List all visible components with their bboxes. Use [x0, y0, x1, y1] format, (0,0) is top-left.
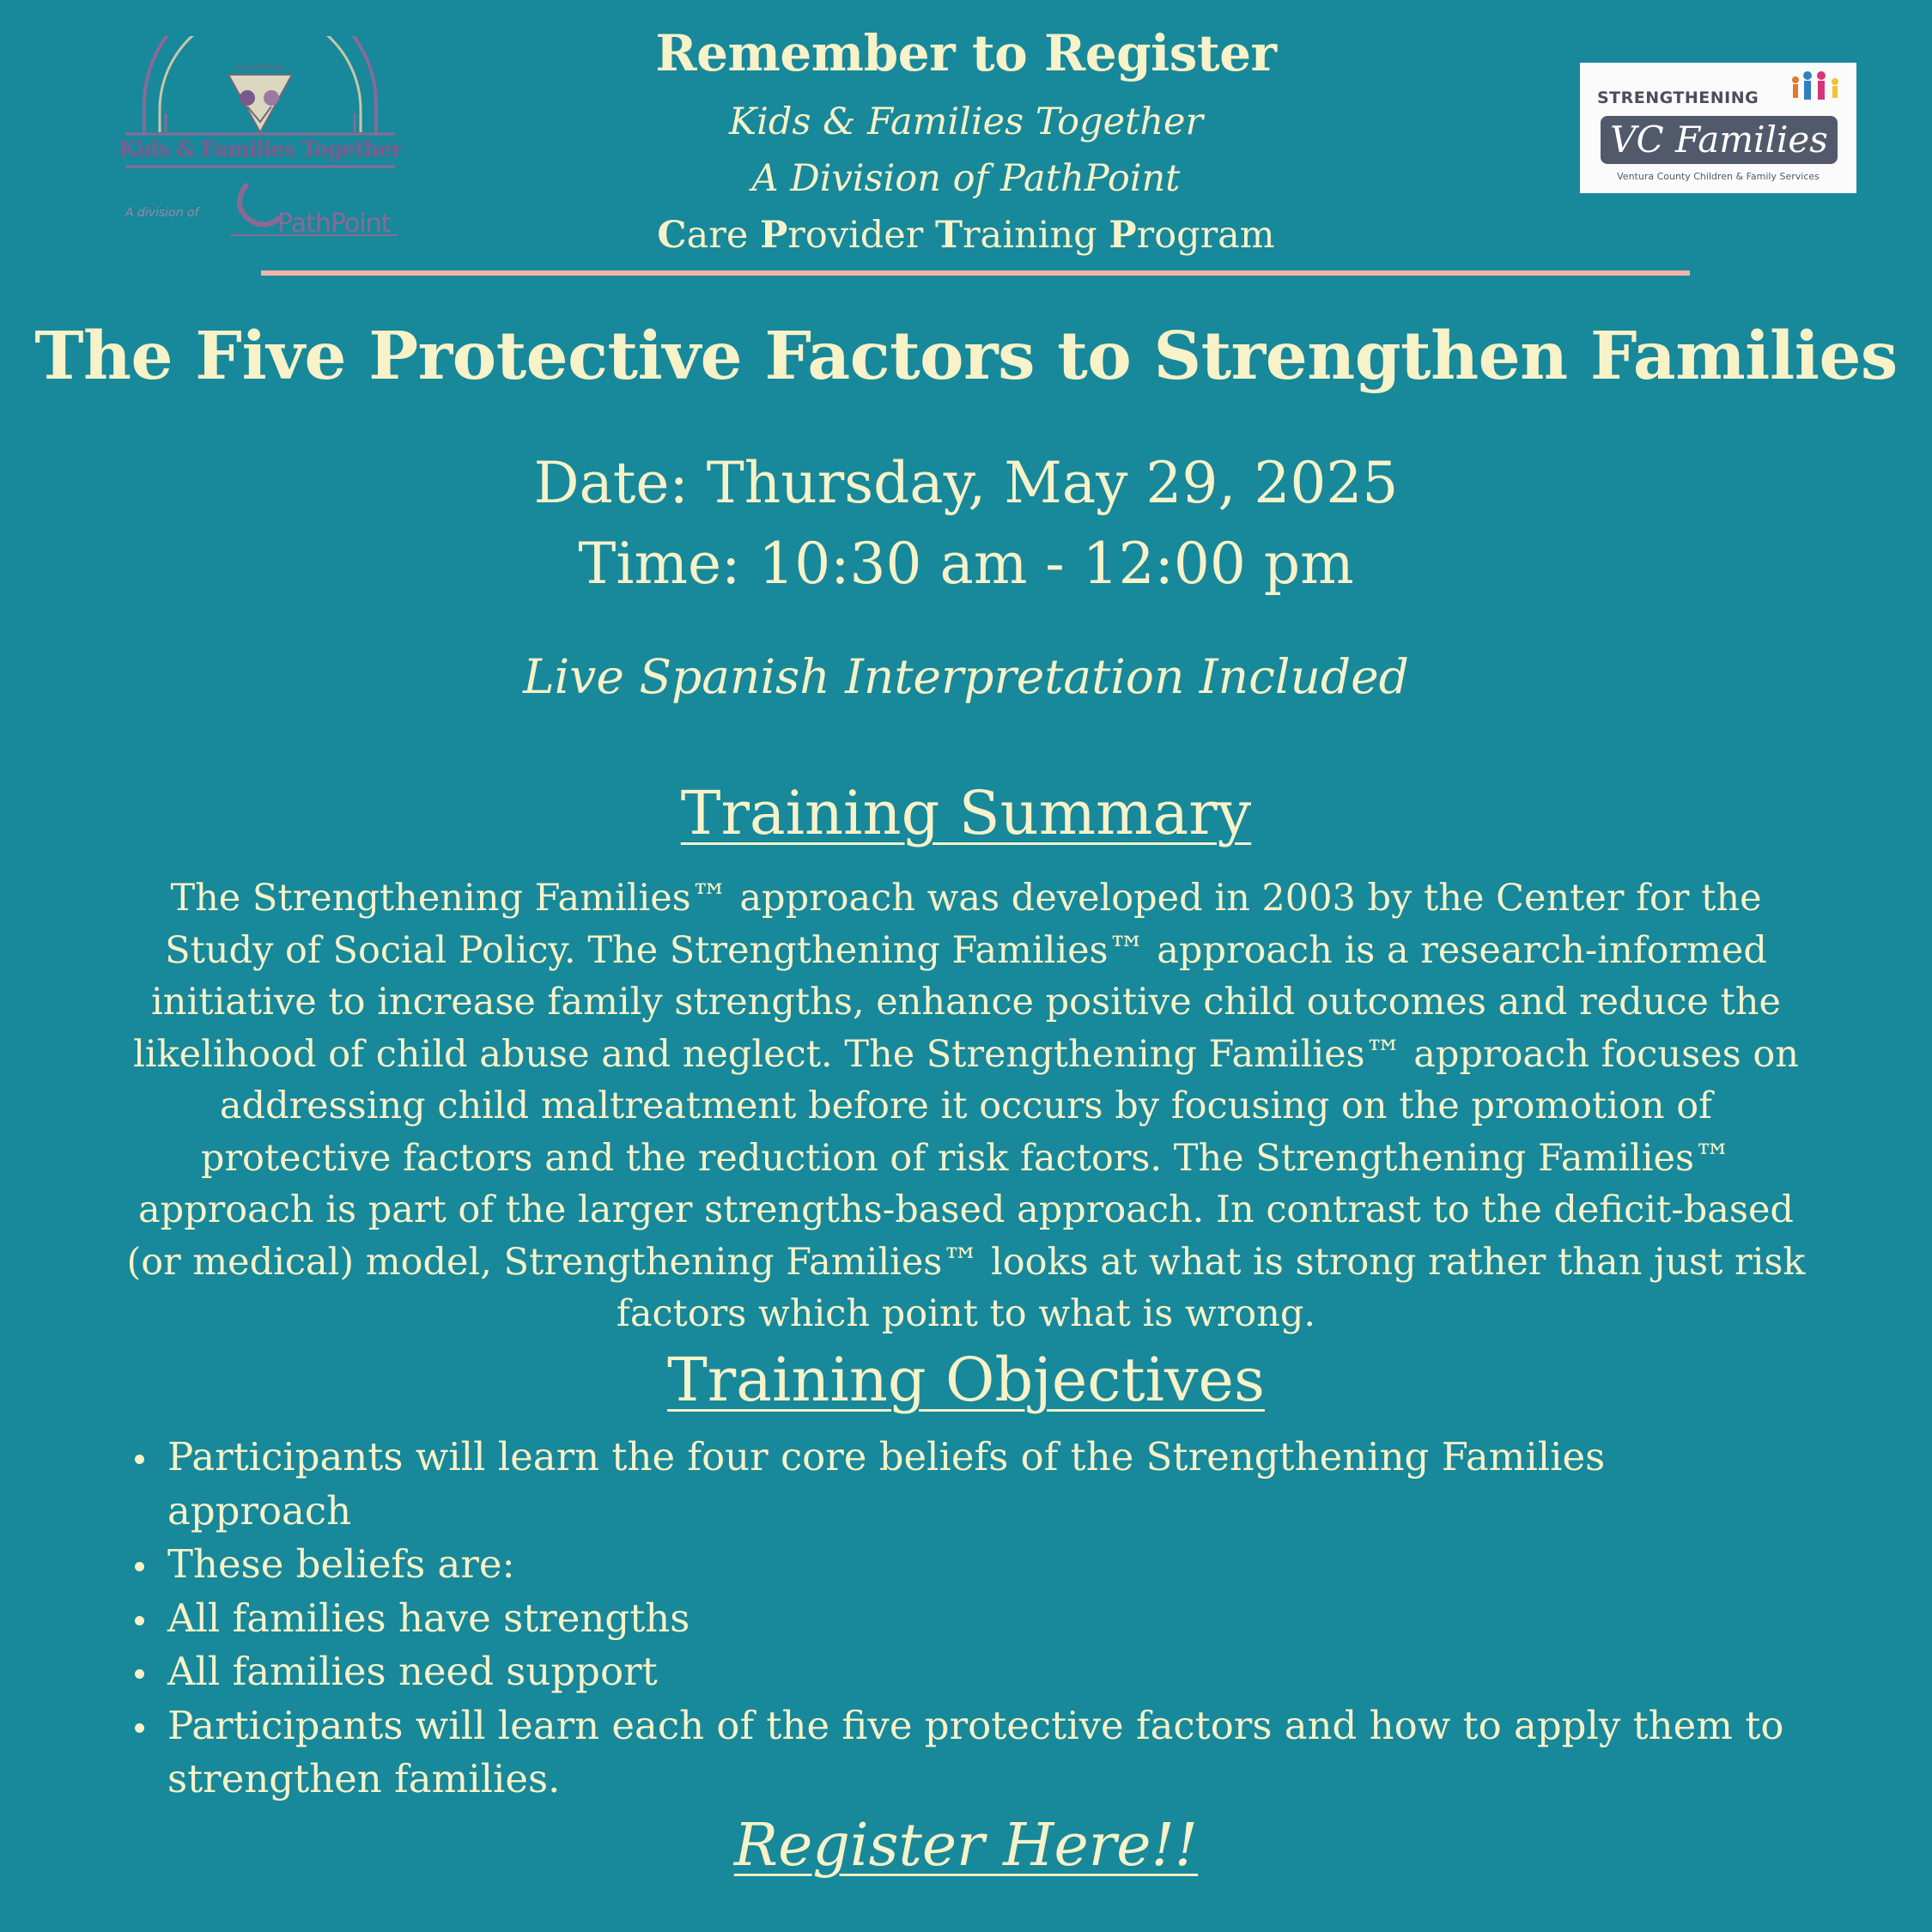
training-summary-text: The Strengthening Families™ approach was developed in 2003 by the Center for the Study of Social Policy. The Strengthening Families™ approach is a research-informed initiative to increase family strengths, enhance positive child outcomes and reduce the likelihood of child abuse and neglect. The Strengthening Families™ approach focuses on addressing child maltreatment before it occurs by focusing on the promotion of protective factors and the reduction of risk factors. The Strengthening Families™ approach is part of the larger strengths-based approach. In contrast to the deficit-based (or medical) model, Strengthening Families™ looks at what is strong rather than just risk factors which point to what is wrong.	[126, 877, 1806, 1335]
training-summary-heading: Training Summary	[680, 778, 1252, 848]
register-link[interactable]: Register Here!!	[733, 1812, 1199, 1880]
training-objectives-heading: Training Objectives	[667, 1345, 1265, 1415]
family-figures-icon	[1789, 70, 1842, 114]
list-item: Participants will learn the four core beliefs of the Strengthening Families approach	[167, 1431, 1799, 1538]
program-word-rest: are	[686, 214, 749, 257]
interpretation-note: Live Spanish Interpretation Included	[523, 649, 1409, 704]
program-word-rest: rovider	[787, 214, 924, 257]
header-divider	[261, 270, 1690, 276]
program-word-rest: raining	[963, 214, 1097, 257]
kft-org-name: Kids & Families Together	[118, 137, 402, 161]
event-time: Time: 10:30 am - 12:00 pm	[578, 531, 1354, 597]
program-initial: C	[657, 214, 687, 257]
list-item: Participants will learn each of the five protective factors and how to apply them to strengthen families.	[167, 1699, 1799, 1807]
kft-arch-text: ADOPTION	[235, 64, 285, 73]
kft-logo	[118, 36, 402, 259]
vc-families-logo	[1580, 63, 1856, 193]
objectives-list	[125, 1431, 1799, 1807]
list-item: All families have strengths	[167, 1592, 1799, 1646]
kft-arch-logo-icon	[118, 36, 402, 259]
program-word-rest: rogram	[1136, 214, 1275, 257]
header-division-line: A Division of PathPoint	[751, 157, 1181, 200]
event-date: Date: Thursday, May 29, 2025	[533, 450, 1399, 516]
header	[0, 0, 1932, 283]
page-title: The Five Protective Factors to Strengthen Families	[34, 318, 1898, 395]
vc-logo-box-text: VC Families	[1601, 116, 1838, 164]
header-title: Remember to Register	[655, 24, 1277, 82]
list-item: All families need support	[167, 1645, 1799, 1699]
header-org-line: Kids & Families Together	[728, 100, 1204, 143]
vc-logo-top-text: STRENGTHENING	[1597, 88, 1759, 107]
program-initial: T	[935, 214, 963, 257]
program-initial: P	[759, 214, 788, 257]
kft-parent-org: PathPoint	[277, 209, 391, 239]
list-item: These beliefs are:	[167, 1538, 1799, 1592]
program-initial: P	[1109, 214, 1137, 257]
pathpoint-swoosh-icon	[240, 184, 282, 225]
kft-division-text: A division of	[125, 206, 199, 220]
vc-logo-subtext: Ventura County Children & Family Services	[1617, 171, 1820, 182]
header-program-line	[515, 210, 1417, 261]
